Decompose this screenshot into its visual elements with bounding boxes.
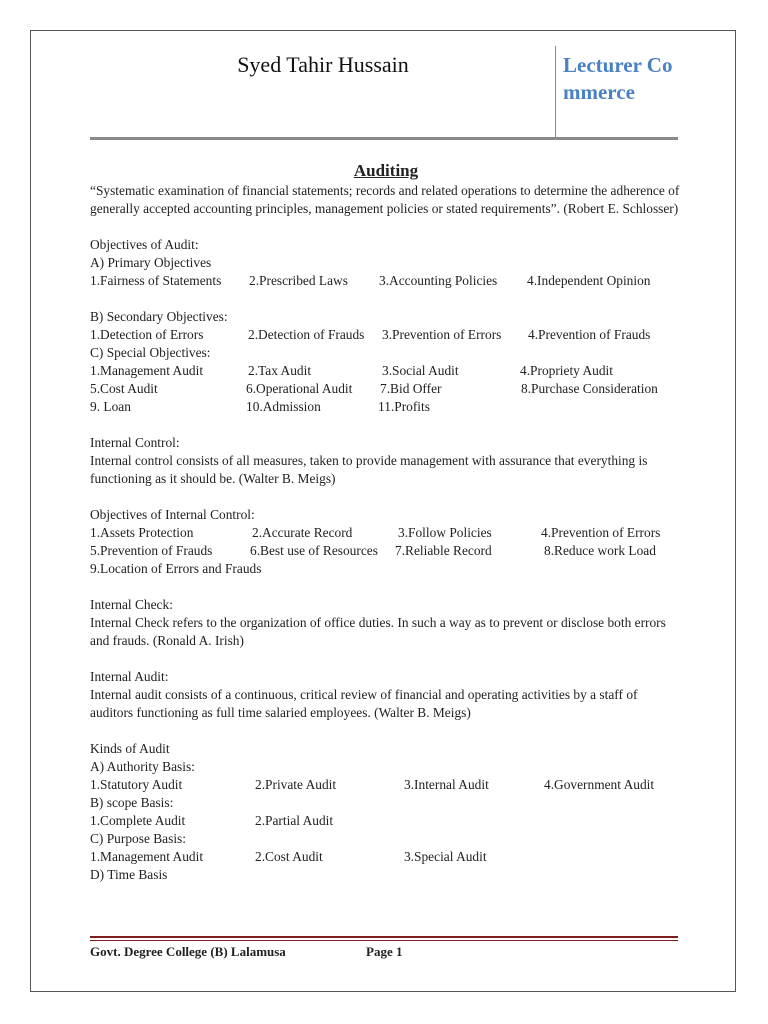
page-title: Auditing: [353, 161, 419, 180]
list-item: 9.Location of Errors and Frauds: [90, 561, 262, 576]
list-item: 3.Accounting Policies: [379, 273, 498, 288]
authority-basis-row: [90, 776, 682, 794]
list-item: 3.Internal Audit: [404, 777, 489, 792]
special-objectives-row: [90, 362, 682, 380]
purpose-basis-heading: C) Purpose Basis:: [90, 831, 186, 846]
list-item: 4.Propriety Audit: [520, 363, 613, 378]
list-item: 11.Profits: [378, 399, 430, 414]
footer-rule: [90, 940, 678, 941]
special-objectives-heading: C) Special Objectives:: [90, 345, 211, 360]
list-item: 3.Follow Policies: [398, 525, 492, 540]
list-item: 1.Complete Audit: [90, 813, 186, 828]
list-item: 6.Operational Audit: [246, 381, 353, 396]
ic-objectives-row: [90, 560, 682, 578]
ic-objectives-row: [90, 542, 682, 560]
document-body: [90, 160, 682, 884]
list-item: 6.Best use of Resources: [250, 543, 378, 558]
list-item: 4.Prevention of Errors: [541, 525, 661, 540]
list-item: 3.Prevention of Errors: [382, 327, 502, 342]
ic-objectives-heading: Objectives of Internal Control:: [90, 507, 255, 522]
list-item: 7.Reliable Record: [395, 543, 492, 558]
footer-college: Govt. Degree College (B) Lalamusa: [90, 944, 286, 959]
scope-basis-row: [90, 812, 682, 830]
list-item: 4.Independent Opinion: [527, 273, 651, 288]
list-item: 1.Statutory Audit: [90, 777, 183, 792]
secondary-objectives-heading: B) Secondary Objectives:: [90, 309, 228, 324]
list-item: 5.Prevention of Frauds: [90, 543, 213, 558]
scope-basis-heading: B) scope Basis:: [90, 795, 174, 810]
purpose-basis-row: [90, 848, 682, 866]
kinds-heading: Kinds of Audit: [90, 741, 170, 756]
list-item: 4.Government Audit: [544, 777, 655, 792]
internal-audit-heading: Internal Audit:: [90, 669, 169, 684]
list-item: 1.Fairness of Statements: [90, 273, 222, 288]
list-item: 2.Tax Audit: [248, 363, 312, 378]
internal-audit-text: Internal audit consists of a continuous, critical review of financial and operating activities by a staff of auditors functioning as full time salaried employees. (Walter B. Meigs): [90, 687, 638, 720]
list-item: 4.Prevention of Frauds: [528, 327, 651, 342]
authority-basis-heading: A) Authority Basis:: [90, 759, 195, 774]
primary-objectives-heading: A) Primary Objectives: [90, 255, 212, 270]
footer-rule: [90, 936, 678, 938]
list-item: 2.Prescribed Laws: [249, 273, 348, 288]
list-item: 2.Cost Audit: [255, 849, 323, 864]
internal-check-text: Internal Check refers to the organization of office duties. In such a way as to prevent or disclose both errors and frauds. (Ronald A. Irish): [90, 615, 666, 648]
list-item: 1.Management Audit: [90, 849, 204, 864]
internal-control-text: Internal control consists of all measures, taken to provide management with assurance that everything is functioning as it should be. (Walter B. Meigs): [90, 453, 648, 486]
internal-control-heading: Internal Control:: [90, 435, 180, 450]
page-number: Page 1: [366, 944, 403, 959]
list-item: 3.Special Audit: [404, 849, 487, 864]
list-item: 3.Social Audit: [382, 363, 459, 378]
header-rule: [90, 137, 678, 140]
list-item: 10.Admission: [246, 399, 321, 414]
list-item: 8.Reduce work Load: [544, 543, 656, 558]
list-item: 8.Purchase Consideration: [521, 381, 658, 396]
author-name: Syed Tahir Hussain: [237, 52, 409, 77]
internal-check-heading: Internal Check:: [90, 597, 173, 612]
list-item: 2.Accurate Record: [252, 525, 353, 540]
list-item: 7.Bid Offer: [380, 381, 442, 396]
author-role: Lecturer Commerce: [563, 53, 673, 104]
list-item: 2.Private Audit: [255, 777, 337, 792]
list-item: 1.Detection of Errors: [90, 327, 204, 342]
objectives-heading: Objectives of Audit:: [90, 237, 199, 252]
primary-objectives-row: [90, 272, 682, 290]
list-item: 1.Assets Protection: [90, 525, 194, 540]
list-item: 1.Management Audit: [90, 363, 204, 378]
audit-definition: “Systematic examination of financial statements; records and related operations to determine the adherence of generally accepted accounting principles, management policies or stated requirements”. (Robert E. Schlosser): [90, 183, 680, 216]
list-item: 2.Partial Audit: [255, 813, 334, 828]
list-item: 9. Loan: [90, 399, 131, 414]
time-basis-heading: D) Time Basis: [90, 867, 168, 882]
ic-objectives-row: [90, 524, 682, 542]
header-divider: [555, 46, 556, 138]
list-item: 5.Cost Audit: [90, 381, 158, 396]
special-objectives-row: [90, 380, 682, 398]
special-objectives-row: [90, 398, 682, 416]
secondary-objectives-row: [90, 326, 682, 344]
list-item: 2.Detection of Frauds: [248, 327, 365, 342]
